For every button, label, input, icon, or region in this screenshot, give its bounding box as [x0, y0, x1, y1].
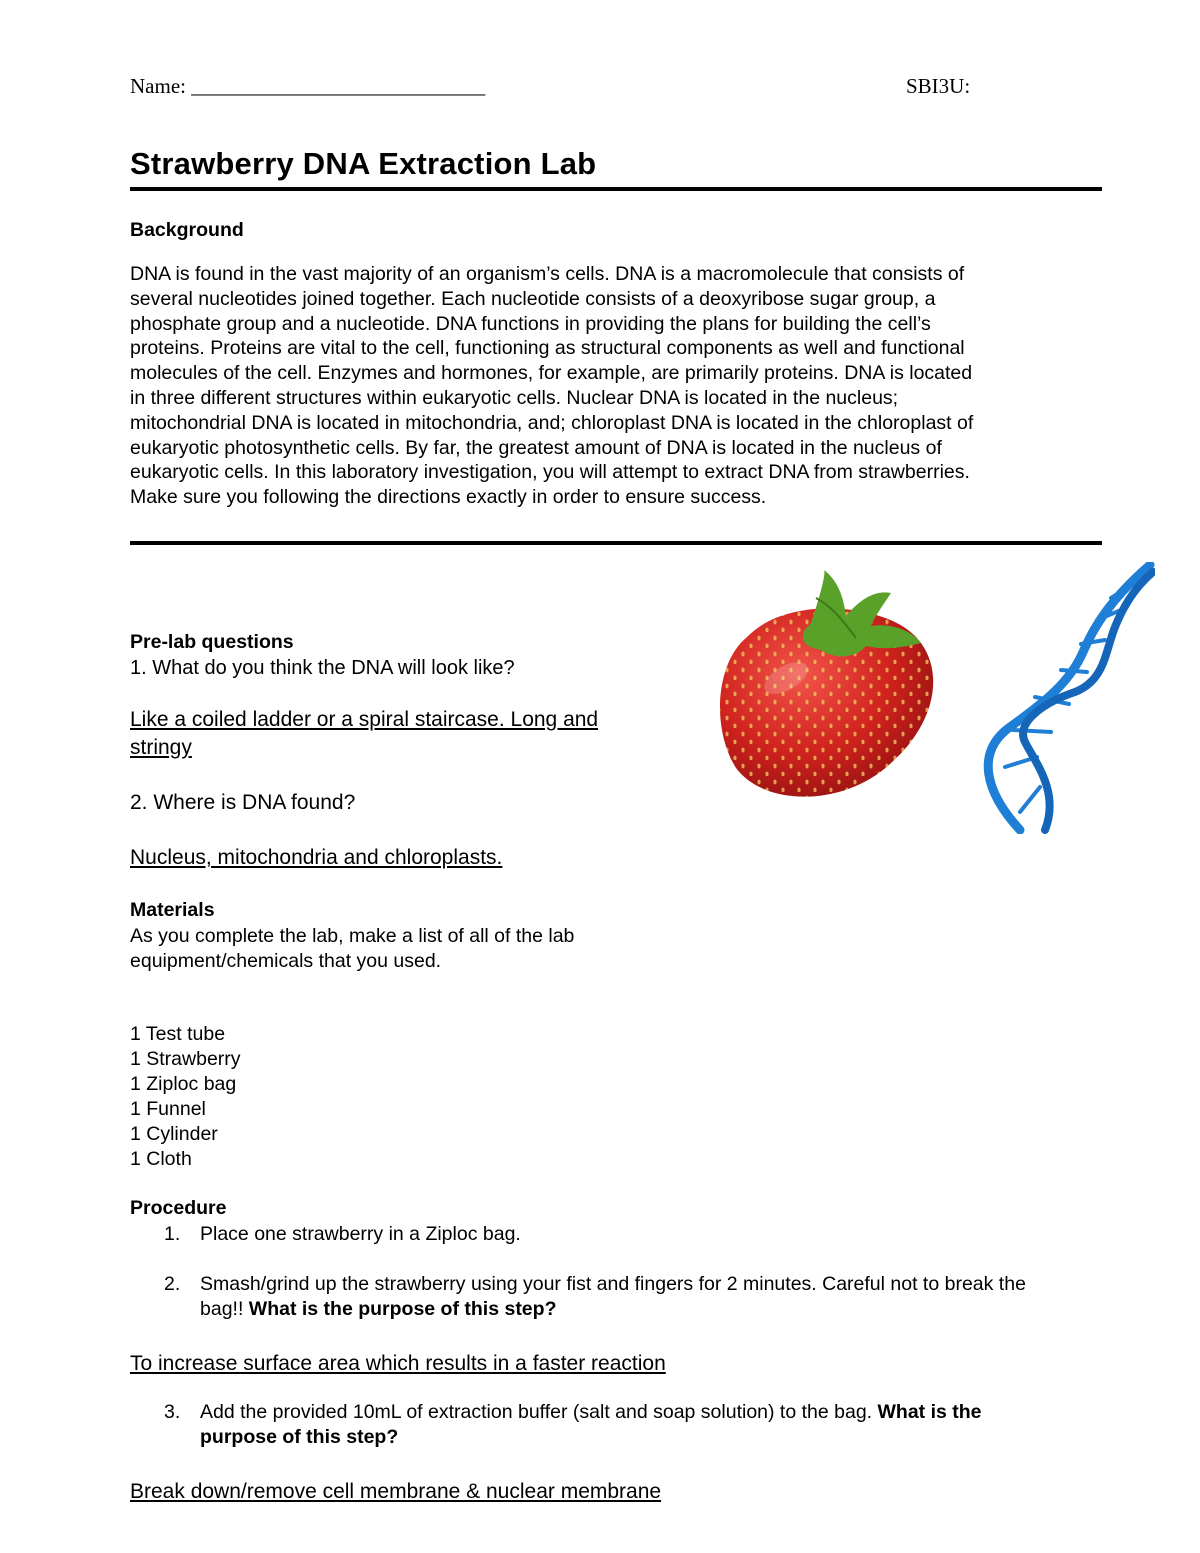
prelab-question-2: 2. Where is DNA found? — [130, 791, 356, 814]
prelab-answer-1 — [130, 706, 690, 762]
prelab-question-1: 1. What do you think the DNA will look like? — [130, 657, 515, 679]
step-text: bag!! — [200, 1298, 249, 1320]
section-divider — [130, 541, 1102, 545]
step-line — [200, 1425, 1130, 1450]
answer-line: Like a coiled ladder or a spiral staircase. Long and — [130, 708, 599, 731]
procedure-step-2 — [200, 1272, 1130, 1322]
step-line: Smash/grind up the strawberry using your fist and fingers for 2 minutes. Careful not to break the — [200, 1273, 1026, 1295]
background-heading: Background — [130, 219, 244, 241]
list-item: 1 Cylinder — [130, 1123, 218, 1145]
background-line: mitochondrial DNA is located in mitochondria, and; chloroplast DNA is located in the chloroplast of — [130, 411, 974, 434]
step-question: purpose of this step? — [200, 1426, 399, 1448]
procedure-answer-2: To increase surface area which results in a faster reaction — [130, 1352, 666, 1375]
page-title: Strawberry DNA Extraction Lab — [130, 146, 597, 181]
list-item: 1 Test tube — [130, 1023, 226, 1045]
materials-intro-line: As you complete the lab, make a list of all of the lab — [130, 925, 575, 947]
dna-helix-image — [965, 562, 1155, 834]
background-line: Make sure you following the directions exactly in order to ensure success. — [130, 486, 767, 509]
list-item: 1 Cloth — [130, 1148, 192, 1170]
prelab-heading: Pre-lab questions — [130, 631, 294, 653]
step-number: 2. — [164, 1273, 181, 1295]
list-item: 1 Ziploc bag — [130, 1073, 237, 1095]
prelab-answer-2: Nucleus, mitochondria and chloroplasts. — [130, 846, 503, 869]
background-line: proteins. Proteins are vital to the cell, functioning as structural components as well and functional — [130, 337, 965, 360]
materials-intro — [130, 924, 574, 974]
step-number: 1. — [164, 1223, 181, 1245]
list-item: 1 Strawberry — [130, 1048, 241, 1070]
step-line-2 — [200, 1297, 1130, 1322]
course-code-label: SBI3U: — [906, 74, 971, 98]
background-line: several nucleotides joined together. Each nucleotide consists of a deoxyribose sugar group, a — [130, 287, 936, 310]
background-line: eukaryotic cells. In this laboratory investigation, you will attempt to extract DNA from strawberries. — [130, 461, 970, 484]
step-question: What is the purpose of this step? — [248, 1298, 557, 1320]
procedure-step-3 — [200, 1400, 1130, 1450]
background-line: DNA is found in the vast majority of an organism’s cells. DNA is a macromolecule that consists of — [130, 263, 965, 285]
materials-intro-line: equipment/chemicals that you used. — [130, 950, 442, 972]
answer-line: stringy — [130, 736, 192, 759]
materials-heading: Materials — [130, 899, 215, 921]
background-paragraph — [130, 262, 1090, 510]
name-field-label: Name: ____________________________ — [130, 74, 486, 98]
background-line: in three different structures within eukaryotic cells. Nuclear DNA is located in the nucleus; — [130, 386, 899, 409]
background-line: phosphate group and a nucleotide. DNA functions in providing the plans for building the cell’s — [130, 312, 931, 335]
title-divider — [130, 187, 1102, 191]
background-line: molecules of the cell. Enzymes and hormones, for example, are primarily proteins. DNA is located — [130, 362, 973, 385]
list-item: 1 Funnel — [130, 1098, 206, 1120]
materials-list — [130, 1022, 241, 1172]
step-text: Add the provided 10mL of extraction buffer (salt and soap solution) to the bag. — [200, 1401, 878, 1423]
procedure-step-1: Place one strawberry in a Ziploc bag. — [200, 1223, 521, 1245]
step-question: What is the — [877, 1401, 982, 1423]
strawberry-image — [706, 568, 956, 808]
step-line — [200, 1400, 1130, 1425]
background-line: eukaryotic photosynthetic cells. By far, the greatest amount of DNA is located in the nucleus of — [130, 436, 942, 459]
procedure-heading: Procedure — [130, 1197, 227, 1219]
procedure-answer-3: Break down/remove cell membrane & nuclear membrane — [130, 1480, 662, 1503]
step-number: 3. — [164, 1401, 181, 1423]
